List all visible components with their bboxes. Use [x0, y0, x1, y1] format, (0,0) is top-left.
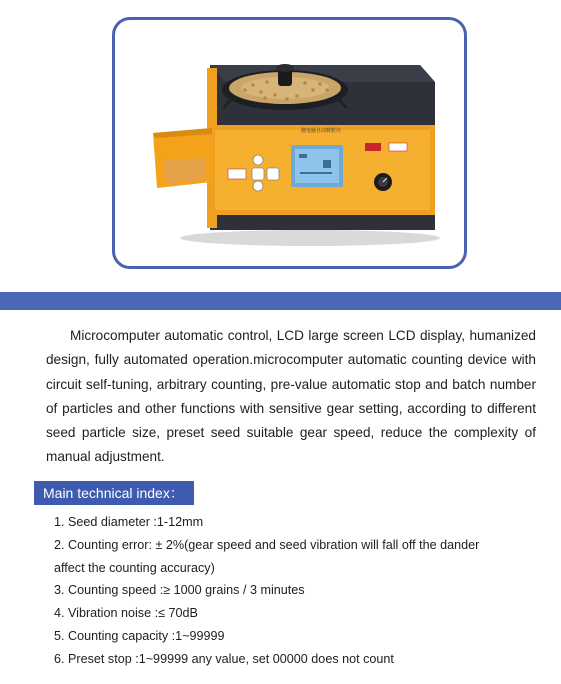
spec-item: affect the counting accuracy)	[54, 560, 215, 575]
technical-index-heading: Main technical index：	[34, 481, 194, 505]
left-key	[228, 169, 246, 179]
product-photo	[112, 17, 467, 269]
spec-item: 3. Counting speed :≥ 1000 grains / 3 minutes	[54, 583, 305, 598]
spec-item: 2. Counting error: ± 2%(gear speed and seed vibration will fall off the dander	[54, 537, 480, 552]
panel-title: 微电脑自动数粒仪	[301, 128, 342, 134]
spec-item: 5. Counting capacity :1~99999	[54, 628, 225, 643]
section-divider-band	[0, 292, 561, 310]
seed-counter-illustration	[115, 20, 464, 266]
spec-list	[54, 511, 534, 671]
down-key	[253, 181, 263, 191]
spec-item: 1. Seed diameter :1-12mm	[54, 515, 204, 529]
spec-item: 4. Vibration noise :≤ 70dB	[54, 606, 198, 621]
brand-badge	[365, 143, 381, 151]
right-key	[389, 143, 407, 151]
intro-paragraph: Microcomputer automatic control, LCD large screen LCD display, humanized design, fully automated operation.microcomputer automatic counting device with circuit self-tuning, arbitrary counting, pre-value automatic stop and batch number of particles and other functions with sensitive gear setting, according to different seed particle size, preset seed suitable gear speed, reduce the complexity of manual adjustment.	[46, 328, 536, 465]
spec-item: 6. Preset stop :1~99999 any value, set 00000 does not count	[54, 651, 394, 666]
up-key	[253, 155, 263, 165]
